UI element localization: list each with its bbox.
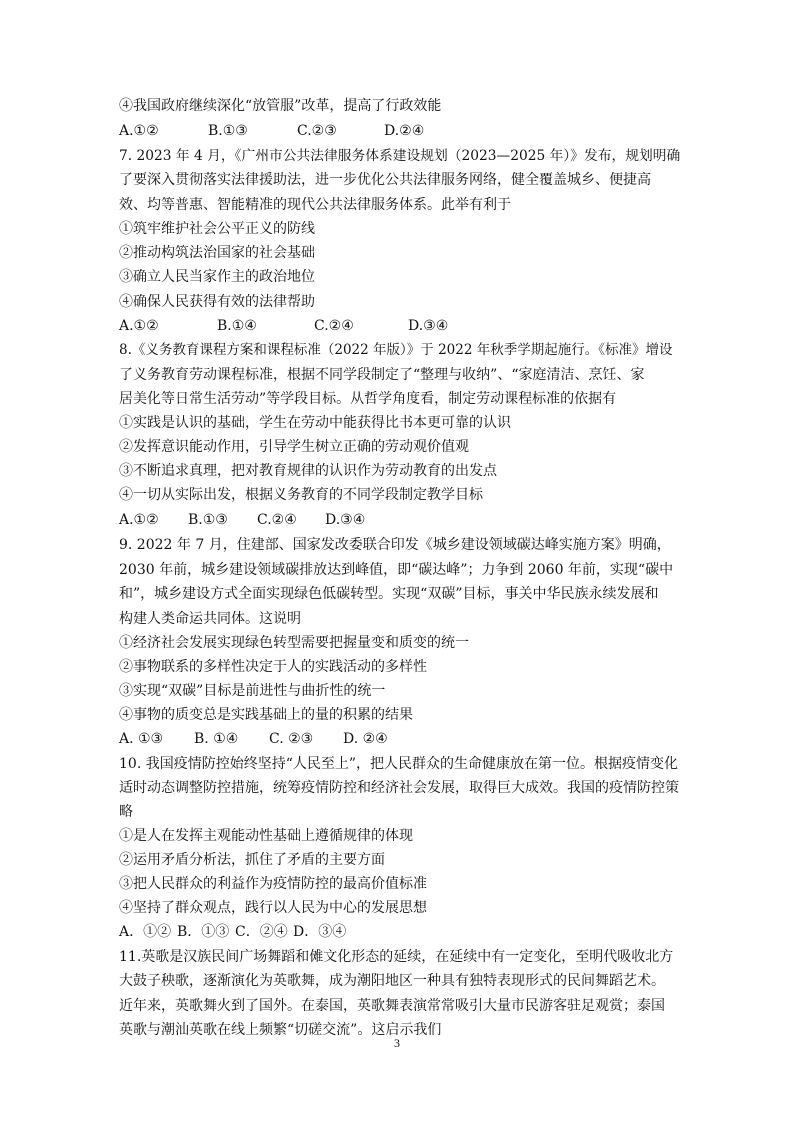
q7-option-b: B.①④ xyxy=(217,318,257,334)
q9-option-a: A. ①③ xyxy=(119,731,164,747)
q8-item-4: ④一切从实际出发，根据义务教育的不同学段制定教学目标 xyxy=(119,487,483,503)
q7-options xyxy=(119,316,679,336)
q9-stem-line-1: 9. 2022 年 7 月，住建部、国家发改委联合印发《城乡建设领域碳达峰实施方案》明确， xyxy=(119,537,671,553)
q11-stem-line-3: 近年来，英歌舞火到了国外。在泰国，英歌舞表演常常吸引大量市民游客驻足观赏；泰国 xyxy=(119,998,665,1014)
q10-item-1: ①是人在发挥主观能动性基础上遵循规律的体现 xyxy=(119,828,413,844)
q10-item-2: ②运用矛盾分析法，抓住了矛盾的主要方面 xyxy=(119,852,385,868)
q10-option-d: D．③④ xyxy=(293,924,347,940)
q7-item-3: ③确立人民当家作主的政治地位 xyxy=(119,269,315,285)
q9-option-d: D. ②④ xyxy=(343,731,388,747)
q10-item-4: ④坚持了群众观点，践行以人民为中心的发展思想 xyxy=(119,900,427,916)
q9-item-2: ②事物联系的多样性决定于人的实践活动的多样性 xyxy=(119,659,427,675)
q9-options xyxy=(119,729,679,749)
q9-option-c: C. ②③ xyxy=(269,731,314,747)
q6-options xyxy=(119,121,679,141)
q10-item-3: ③把人民群众的利益作为疫情防控的最高价值标准 xyxy=(119,876,427,892)
q8-stem-line-1: 8.《义务教育课程方案和课程标准（2022 年版）》于 2022 年秋季学期起施行。《标准》增设 xyxy=(119,342,673,358)
q7-item-2: ②推动构筑法治国家的社会基础 xyxy=(119,245,315,261)
q6-option-c: C.②③ xyxy=(297,123,337,139)
q9-item-3: ③实现“双碳”目标是前进性与曲折性的统一 xyxy=(119,683,386,699)
q10-stem-line-2: 适时动态调整防控措施，统筹疫情防控和经济社会发展，取得巨大成效。我国的疫情防控策 xyxy=(119,780,679,796)
q9-stem-line-3: 和”，城乡建设方式全面实现绿色低碳转型。实现“双碳”目标，事关中华民族永续发展和 xyxy=(119,586,659,602)
q10-stem-line-3: 略 xyxy=(119,804,133,820)
q8-stem-line-2: 了义务教育劳动课程标准，根据不同学段制定了“整理与收纳”、“家庭清洁、烹饪、家 xyxy=(119,367,645,383)
q9-item-4: ④事物的质变总是实践基础上的量的积累的结果 xyxy=(119,707,413,723)
q8-stem-line-3: 居美化等日常生活劳动”等学段目标。从哲学角度看，制定劳动课程标准的依据有 xyxy=(119,391,617,407)
q10-option-a: A．①② xyxy=(119,924,172,940)
q9-option-b: B. ①④ xyxy=(194,731,239,747)
q10-stem-line-1: 10. 我国疫情防控始终坚持“人民至上”，把人民群众的生命健康放在第一位。根据疫情变化 xyxy=(119,756,679,772)
q8-item-1: ①实践是认识的基础，学生在劳动中能获得比书本更可靠的认识 xyxy=(119,415,511,431)
q11-stem-line-4: 英歌与潮汕英歌在线上频繁“切磋交流”。这启示我们 xyxy=(119,1022,442,1038)
q8-item-2: ②发挥意识能动作用，引导学生树立正确的劳动观价值观 xyxy=(119,439,469,455)
q11-stem-line-1: 11.英歌是汉族民间广场舞蹈和傩文化形态的延续，在延续中有一定变化，至明代吸收北方 xyxy=(119,949,674,965)
q6-option-a: A.①② xyxy=(119,123,159,139)
q8-options xyxy=(119,510,679,530)
q7-stem-line-2: 了要深入贯彻落实法律援助法，进一步优化公共法律服务网络，健全覆盖城乡、便捷高 xyxy=(119,172,651,188)
q7-item-4: ④确保人民获得有效的法律帮助 xyxy=(119,294,315,310)
q6-option-d: D.②④ xyxy=(384,123,425,139)
q10-option-c: C．②④ xyxy=(235,924,288,940)
q8-option-c: C.②④ xyxy=(257,512,297,528)
q7-option-a: A.①② xyxy=(119,318,159,334)
q6-item-4: ④我国政府继续深化“放管服”改革，提高了行政效能 xyxy=(119,98,442,114)
q6-option-b: B.①③ xyxy=(208,123,248,139)
q11-stem-line-2: 大鼓子秧歌，逐渐演化为英歌舞，成为潮阳地区一种具有独特表现形式的民间舞蹈艺术。 xyxy=(119,973,665,989)
q9-stem-line-4: 构建人类命运共同体。这说明 xyxy=(119,611,301,627)
q8-option-d: D.③④ xyxy=(325,512,366,528)
q7-option-d: D.③④ xyxy=(408,318,449,334)
q10-option-b: B．①③ xyxy=(177,924,230,940)
q8-item-3: ③不断追求真理，把对教育规律的认识作为劳动教育的出发点 xyxy=(119,463,497,479)
q10-options xyxy=(119,922,679,942)
q7-item-1: ①筑牢维护社会公平正义的防线 xyxy=(119,221,315,237)
q7-stem-line-3: 效、均等普惠、智能精准的现代公共法律服务体系。此举有利于 xyxy=(119,197,511,213)
q7-option-c: C.②④ xyxy=(314,318,354,334)
q7-stem-line-1: 7. 2023 年 4 月，《广州市公共法律服务体系建设规划（2023—2025 年）》发布，规划明确 xyxy=(119,148,681,164)
q8-option-b: B.①③ xyxy=(188,512,228,528)
page-number: 3 xyxy=(394,1036,400,1050)
q9-stem-line-2: 2030 年前，城乡建设领域碳排放达到峰值，即“碳达峰”；力争到 2060 年前，实现“碳中 xyxy=(119,562,674,578)
q9-item-1: ①经济社会发展实现绿色转型需要把握量变和质变的统一 xyxy=(119,635,469,651)
q8-option-a: A.①② xyxy=(119,512,159,528)
